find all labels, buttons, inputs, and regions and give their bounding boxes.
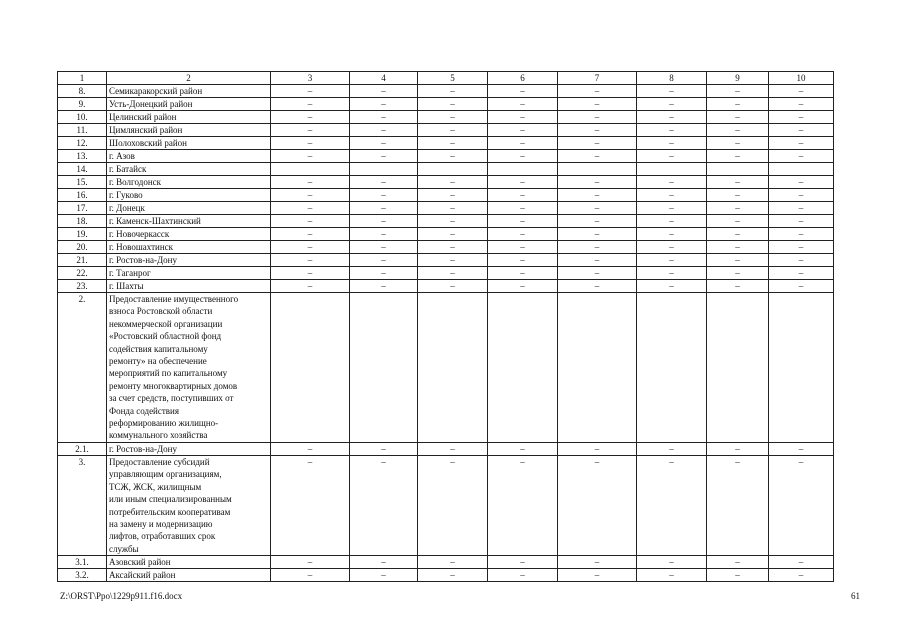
row-number: 8. (58, 85, 107, 98)
row-value: – (558, 455, 637, 555)
row-value: – (488, 254, 558, 267)
row-number: 21. (58, 254, 107, 267)
row-name: г. Гуково (107, 189, 271, 202)
column-header: 7 (558, 72, 637, 85)
row-value: – (271, 202, 350, 215)
row-value: – (637, 241, 707, 254)
row-value: – (418, 280, 488, 293)
row-value: – (271, 176, 350, 189)
row-value (707, 163, 769, 176)
row-value (637, 163, 707, 176)
table-row (58, 202, 834, 215)
table-row (58, 98, 834, 111)
row-value: – (418, 124, 488, 137)
row-number: 17. (58, 202, 107, 215)
row-value: – (350, 85, 418, 98)
row-value (769, 293, 834, 443)
row-number: 20. (58, 241, 107, 254)
row-value: – (488, 280, 558, 293)
row-value: – (707, 556, 769, 569)
column-header: 10 (769, 72, 834, 85)
row-value: – (558, 215, 637, 228)
row-value: – (271, 569, 350, 582)
column-header: 5 (418, 72, 488, 85)
row-value: – (350, 569, 418, 582)
row-name: Шолоховский район (107, 137, 271, 150)
row-value: – (769, 189, 834, 202)
row-value: – (488, 267, 558, 280)
row-number: 23. (58, 280, 107, 293)
row-value: – (558, 442, 637, 455)
row-value: – (769, 98, 834, 111)
row-value: – (558, 124, 637, 137)
row-number: 3. (58, 455, 107, 555)
row-value: – (418, 176, 488, 189)
row-value: – (707, 150, 769, 163)
row-value: – (558, 569, 637, 582)
row-value (418, 163, 488, 176)
row-value: – (271, 455, 350, 555)
row-value: – (769, 280, 834, 293)
row-value: – (707, 267, 769, 280)
row-name: Азовский район (107, 556, 271, 569)
row-value: – (271, 280, 350, 293)
row-name: Аксайский район (107, 569, 271, 582)
table-row (58, 293, 834, 443)
row-name: г. Батайск (107, 163, 271, 176)
row-value: – (769, 228, 834, 241)
row-value (350, 163, 418, 176)
row-value: – (707, 455, 769, 555)
row-value: – (418, 241, 488, 254)
row-name: г. Волгодонск (107, 176, 271, 189)
row-value: – (707, 202, 769, 215)
row-value: – (637, 228, 707, 241)
row-value: – (558, 189, 637, 202)
row-value: – (418, 137, 488, 150)
row-value: – (637, 150, 707, 163)
row-value: – (769, 442, 834, 455)
row-value: – (769, 176, 834, 189)
row-value: – (488, 98, 558, 111)
table-row (58, 163, 834, 176)
row-value: – (637, 124, 707, 137)
table-row (58, 176, 834, 189)
row-value: – (418, 254, 488, 267)
table-row (58, 556, 834, 569)
row-value: – (350, 228, 418, 241)
row-value: – (271, 85, 350, 98)
row-value: – (271, 228, 350, 241)
row-value: – (637, 267, 707, 280)
table-row (58, 111, 834, 124)
row-value: – (769, 215, 834, 228)
column-header: 9 (707, 72, 769, 85)
table-row (58, 215, 834, 228)
row-value (637, 293, 707, 443)
row-value: – (350, 202, 418, 215)
row-number: 16. (58, 189, 107, 202)
row-value: – (637, 137, 707, 150)
row-value: – (350, 137, 418, 150)
row-name: г. Таганрог (107, 267, 271, 280)
row-value (418, 293, 488, 443)
table-row (58, 124, 834, 137)
row-value: – (271, 241, 350, 254)
row-value: – (488, 176, 558, 189)
row-value: – (350, 254, 418, 267)
data-table (57, 71, 834, 582)
row-value: – (637, 215, 707, 228)
row-value: – (558, 137, 637, 150)
row-number: 11. (58, 124, 107, 137)
row-value: – (271, 189, 350, 202)
row-value: – (418, 455, 488, 555)
row-value: – (558, 267, 637, 280)
row-value: – (707, 228, 769, 241)
row-name: г. Шахты (107, 280, 271, 293)
row-number: 14. (58, 163, 107, 176)
row-name: г. Азов (107, 150, 271, 163)
row-value: – (350, 455, 418, 555)
row-value: – (418, 442, 488, 455)
row-value (271, 163, 350, 176)
table-row (58, 455, 834, 555)
table-header-row (58, 72, 834, 85)
row-value: – (769, 124, 834, 137)
row-value: – (350, 189, 418, 202)
row-value (769, 163, 834, 176)
row-number: 3.1. (58, 556, 107, 569)
row-number: 15. (58, 176, 107, 189)
row-value: – (637, 254, 707, 267)
row-value: – (488, 124, 558, 137)
row-value: – (488, 455, 558, 555)
table-row (58, 228, 834, 241)
row-value: – (707, 85, 769, 98)
row-number: 19. (58, 228, 107, 241)
table-row (58, 189, 834, 202)
row-value: – (488, 215, 558, 228)
row-name: Семикаракорский район (107, 85, 271, 98)
row-value: – (418, 150, 488, 163)
row-value: – (488, 228, 558, 241)
row-value: – (271, 254, 350, 267)
column-header: 6 (488, 72, 558, 85)
row-value: – (488, 85, 558, 98)
page-number: 61 (851, 591, 860, 601)
row-value: – (558, 254, 637, 267)
table-row (58, 267, 834, 280)
row-value: – (769, 569, 834, 582)
row-value: – (350, 556, 418, 569)
row-value (488, 293, 558, 443)
row-value: – (558, 98, 637, 111)
column-header: 1 (58, 72, 107, 85)
row-value: – (769, 111, 834, 124)
row-value: – (488, 111, 558, 124)
row-value: – (271, 98, 350, 111)
row-value: – (271, 124, 350, 137)
row-value: – (350, 267, 418, 280)
row-value: – (350, 215, 418, 228)
row-number: 2.1. (58, 442, 107, 455)
table-body (58, 72, 834, 582)
table-row (58, 569, 834, 582)
row-value: – (769, 85, 834, 98)
row-value: – (637, 98, 707, 111)
row-value: – (707, 98, 769, 111)
row-value: – (707, 254, 769, 267)
row-value: – (769, 137, 834, 150)
row-value (558, 163, 637, 176)
row-value: – (769, 455, 834, 555)
table-row (58, 137, 834, 150)
row-name: г. Каменск-Шахтинский (107, 215, 271, 228)
row-value: – (769, 202, 834, 215)
row-value (558, 293, 637, 443)
row-name: Усть-Донецкий район (107, 98, 271, 111)
row-number: 22. (58, 267, 107, 280)
row-name: г. Ростов-на-Дону (107, 442, 271, 455)
row-value: – (637, 189, 707, 202)
row-value: – (418, 228, 488, 241)
row-value: – (558, 280, 637, 293)
row-value: – (707, 176, 769, 189)
row-value: – (271, 442, 350, 455)
column-header: 4 (350, 72, 418, 85)
row-value: – (558, 85, 637, 98)
row-value: – (488, 189, 558, 202)
row-value: – (558, 202, 637, 215)
row-value: – (637, 442, 707, 455)
row-value: – (418, 556, 488, 569)
row-name: Предоставление субсидий управляющим организациям, ТСЖ, ЖСК, жилищным или иным специализированным потребительским кооперативам на замену и модернизацию лифтов, отработавших срок службы (107, 455, 271, 555)
row-value: – (271, 267, 350, 280)
row-value: – (350, 176, 418, 189)
footer-file-path: Z:\ORST\Ppo\1229p911.f16.docx (60, 591, 183, 601)
row-value: – (418, 85, 488, 98)
row-value: – (350, 280, 418, 293)
row-value (350, 293, 418, 443)
row-value: – (271, 150, 350, 163)
row-value: – (488, 556, 558, 569)
row-value: – (350, 241, 418, 254)
row-value: – (418, 215, 488, 228)
row-value: – (418, 202, 488, 215)
row-value: – (271, 215, 350, 228)
row-value: – (418, 189, 488, 202)
row-value: – (558, 228, 637, 241)
row-value: – (488, 137, 558, 150)
row-value (707, 293, 769, 443)
row-value: – (350, 150, 418, 163)
table-row (58, 280, 834, 293)
row-name: Целинский район (107, 111, 271, 124)
column-header: 8 (637, 72, 707, 85)
row-value: – (271, 137, 350, 150)
row-value: – (271, 111, 350, 124)
row-value: – (558, 111, 637, 124)
row-value: – (707, 111, 769, 124)
row-name: г. Новошахтинск (107, 241, 271, 254)
row-value: – (637, 556, 707, 569)
row-value (488, 163, 558, 176)
row-value: – (558, 556, 637, 569)
row-value: – (707, 215, 769, 228)
row-value: – (558, 241, 637, 254)
table-row (58, 241, 834, 254)
row-name: г. Ростов-на-Дону (107, 254, 271, 267)
row-value: – (769, 556, 834, 569)
row-value: – (769, 267, 834, 280)
row-value: – (637, 111, 707, 124)
row-value: – (418, 267, 488, 280)
row-value: – (558, 150, 637, 163)
row-value: – (637, 85, 707, 98)
row-value: – (488, 569, 558, 582)
table-row (58, 254, 834, 267)
row-number: 12. (58, 137, 107, 150)
row-value: – (707, 569, 769, 582)
row-value: – (707, 442, 769, 455)
row-value: – (350, 442, 418, 455)
row-value: – (637, 176, 707, 189)
row-value: – (637, 569, 707, 582)
row-value: – (707, 137, 769, 150)
row-value: – (418, 569, 488, 582)
row-value: – (488, 150, 558, 163)
row-value: – (271, 556, 350, 569)
column-header: 2 (107, 72, 271, 85)
row-value: – (707, 241, 769, 254)
row-value: – (488, 202, 558, 215)
row-number: 18. (58, 215, 107, 228)
row-value: – (350, 111, 418, 124)
row-value: – (769, 150, 834, 163)
row-value: – (488, 241, 558, 254)
row-value: – (637, 455, 707, 555)
row-number: 9. (58, 98, 107, 111)
row-value: – (350, 124, 418, 137)
row-number: 10. (58, 111, 107, 124)
row-value: – (769, 241, 834, 254)
row-value: – (350, 98, 418, 111)
row-number: 3.2. (58, 569, 107, 582)
column-header: 3 (271, 72, 350, 85)
row-value: – (418, 111, 488, 124)
row-name: г. Новочеркасск (107, 228, 271, 241)
row-name: Предоставление имущественного взноса Ростовской области некоммерческой организации «Ростовский областной фонд содействия капитальному ремонту» на обеспечение мероприятий по капитальному ремонту многоквартирных домов за счет средств, поступивших от Фонда содействия реформированию жилищно- коммунального хозяйства (107, 293, 271, 443)
row-value: – (769, 254, 834, 267)
row-value (271, 293, 350, 443)
row-name: г. Донецк (107, 202, 271, 215)
row-number: 13. (58, 150, 107, 163)
table-row (58, 85, 834, 98)
row-value: – (418, 98, 488, 111)
row-value: – (637, 280, 707, 293)
row-name: Цимлянский район (107, 124, 271, 137)
row-number: 2. (58, 293, 107, 443)
row-value: – (707, 124, 769, 137)
row-value: – (707, 280, 769, 293)
row-value: – (558, 176, 637, 189)
table-row (58, 150, 834, 163)
row-value: – (637, 202, 707, 215)
row-value: – (707, 189, 769, 202)
table-row (58, 442, 834, 455)
row-value: – (488, 442, 558, 455)
